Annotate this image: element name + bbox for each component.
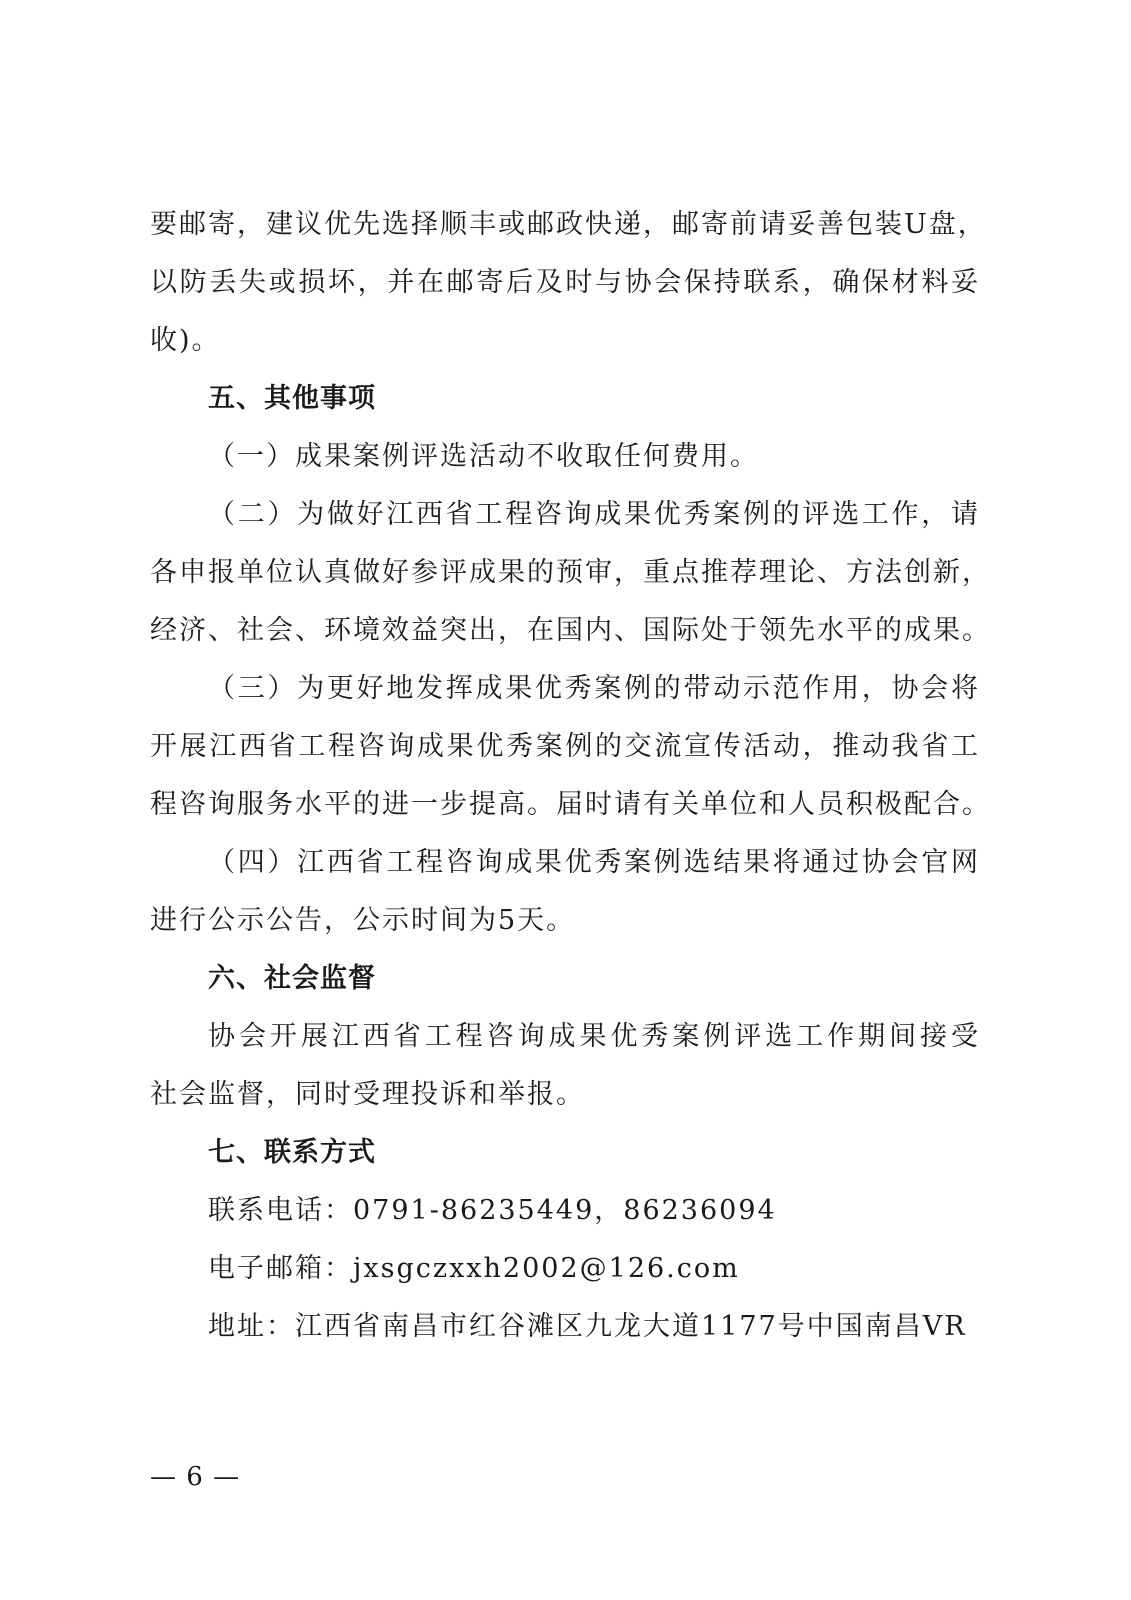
paragraph-line: 经济、社会、环境效益突出，在国内、国际处于领先水平的成果。 xyxy=(150,615,991,646)
paragraph-line: 开展江西省工程咨询成果优秀案例的交流宣传活动，推动我省工 xyxy=(150,731,980,762)
paragraph-line: （二）为做好江西省工程咨询成果优秀案例的评选工作，请 xyxy=(208,499,980,530)
paragraph-line: （一）成果案例评选活动不收取任何费用。 xyxy=(208,441,759,472)
paragraph-line: （四）江西省工程咨询成果优秀案例选结果将通过协会官网 xyxy=(208,847,980,878)
paragraph-line: 进行公示公告，公示时间为5天。 xyxy=(150,905,576,936)
contact-address: 地址：江西省南昌市红谷滩区九龙大道1177号中国南昌VR xyxy=(208,1311,967,1342)
paragraph-line: 社会监督，同时受理投诉和举报。 xyxy=(150,1079,585,1110)
paragraph-line: （三）为更好地发挥成果优秀案例的带动示范作用，协会将 xyxy=(208,673,980,704)
paragraph-line: 要邮寄，建议优先选择顺丰或邮政快递，邮寄前请妥善包装U盘， xyxy=(150,209,987,240)
paragraph-line: 各申报单位认真做好参评成果的预审，重点推荐理论、方法创新， xyxy=(150,557,991,588)
paragraph-line: 收)。 xyxy=(150,325,221,356)
page-number: — 6 — xyxy=(150,1462,241,1492)
contact-phone: 联系电话：0791-86235449，86236094 xyxy=(208,1195,777,1226)
section-heading: 六、社会监督 xyxy=(208,963,376,994)
paragraph-line: 程咨询服务水平的进一步提高。届时请有关单位和人员积极配合。 xyxy=(150,789,991,820)
paragraph-line: 以防丢失或损坏，并在邮寄后及时与协会保持联系，确保材料妥 xyxy=(150,267,980,298)
document-body xyxy=(150,196,991,1356)
section-heading: 五、其他事项 xyxy=(208,383,376,414)
contact-email: 电子邮箱：jxsgczxxh2002@126.com xyxy=(208,1253,740,1284)
paragraph-line: 协会开展江西省工程咨询成果优秀案例评选工作期间接受 xyxy=(208,1021,980,1052)
section-heading: 七、联系方式 xyxy=(208,1137,376,1168)
